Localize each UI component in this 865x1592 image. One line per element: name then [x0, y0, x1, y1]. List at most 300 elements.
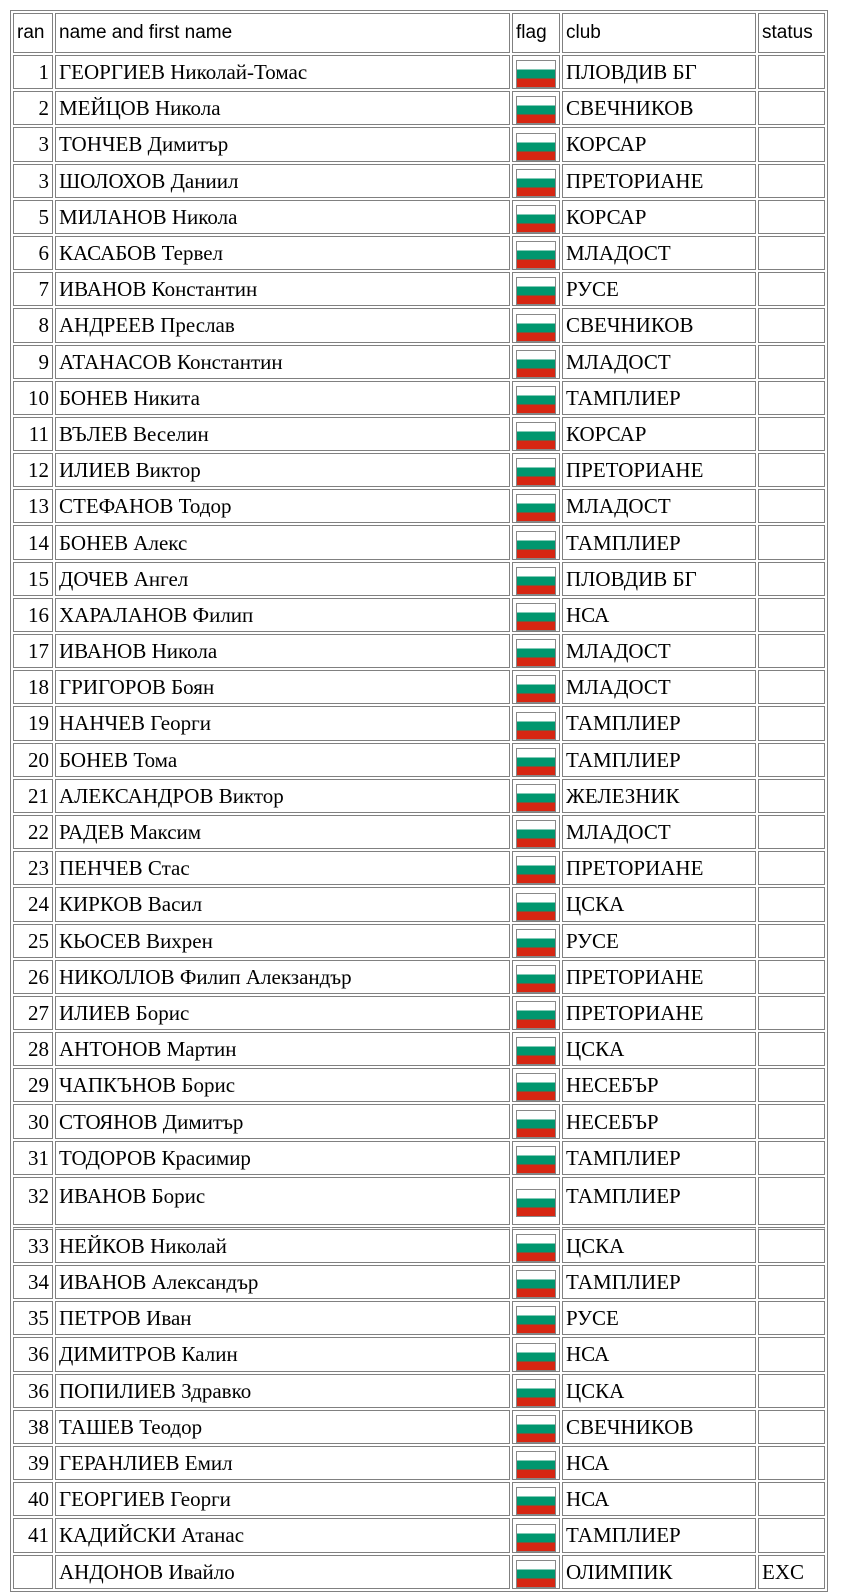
name-cell: СТОЯНОВ Димитър	[55, 1104, 510, 1138]
status-cell	[758, 562, 825, 596]
flag-cell	[512, 996, 560, 1030]
table-row	[13, 91, 825, 125]
rank-cell: 41	[13, 1518, 53, 1552]
header-status: status	[758, 13, 825, 53]
club-cell: ТАМПЛИЕР	[562, 381, 756, 415]
rank-cell: 24	[13, 887, 53, 921]
status-cell	[758, 1177, 825, 1225]
club-cell: ЖЕЛЕЗНИК	[562, 779, 756, 813]
flag-cell	[512, 453, 560, 487]
table-row	[13, 562, 825, 596]
rank-cell: 27	[13, 996, 53, 1030]
bulgaria-flag-icon	[516, 169, 556, 197]
flag-cell	[512, 1068, 560, 1102]
status-cell	[758, 1227, 825, 1263]
header-rank: ran	[13, 13, 53, 53]
status-cell	[758, 1337, 825, 1371]
club-cell: КОРСАР	[562, 200, 756, 234]
table-row	[13, 996, 825, 1030]
rank-cell: 13	[13, 489, 53, 523]
rank-cell: 9	[13, 345, 53, 379]
name-cell: МЕЙЦОВ Никола	[55, 91, 510, 125]
name-cell: ХАРАЛАНОВ Филип	[55, 598, 510, 632]
rank-cell: 29	[13, 1068, 53, 1102]
rank-cell	[13, 1555, 53, 1589]
status-cell	[758, 706, 825, 740]
status-cell: EXC	[758, 1555, 825, 1589]
flag-cell	[512, 200, 560, 234]
rank-cell: 33	[13, 1227, 53, 1263]
name-cell: ИЛИЕВ Борис	[55, 996, 510, 1030]
bulgaria-flag-icon	[516, 603, 556, 631]
flag-cell	[512, 308, 560, 342]
status-cell	[758, 55, 825, 89]
bulgaria-flag-icon	[516, 639, 556, 667]
bulgaria-flag-icon	[516, 1146, 556, 1174]
status-cell	[758, 598, 825, 632]
bulgaria-flag-icon	[516, 1234, 556, 1262]
status-cell	[758, 1141, 825, 1175]
bulgaria-flag-icon	[516, 422, 556, 450]
club-cell: ЦСКА	[562, 1374, 756, 1408]
rank-cell: 18	[13, 670, 53, 704]
name-cell: ПЕНЧЕВ Стас	[55, 851, 510, 885]
table-row	[13, 55, 825, 89]
status-cell	[758, 815, 825, 849]
club-cell: МЛАДОСТ	[562, 236, 756, 270]
status-cell	[758, 634, 825, 668]
club-cell: СВЕЧНИКОВ	[562, 308, 756, 342]
bulgaria-flag-icon	[516, 1451, 556, 1479]
flag-cell	[512, 779, 560, 813]
flag-cell	[512, 1410, 560, 1444]
status-cell	[758, 1410, 825, 1444]
club-cell: ТАМПЛИЕР	[562, 706, 756, 740]
rank-cell: 22	[13, 815, 53, 849]
club-cell: ЦСКА	[562, 1032, 756, 1066]
club-cell: ПРЕТОРИАНЕ	[562, 960, 756, 994]
name-cell: НЕЙКОВ Николай	[55, 1227, 510, 1263]
name-cell: ЧАПКЪНОВ Борис	[55, 1068, 510, 1102]
flag-cell	[512, 1446, 560, 1480]
rank-cell: 34	[13, 1265, 53, 1299]
name-cell: НАНЧЕВ Георги	[55, 706, 510, 740]
table-row	[13, 598, 825, 632]
bulgaria-flag-icon	[516, 1306, 556, 1334]
bulgaria-flag-icon	[516, 893, 556, 921]
bulgaria-flag-icon	[516, 60, 556, 88]
name-cell: ТОНЧЕВ Димитър	[55, 127, 510, 161]
table-row	[13, 381, 825, 415]
table-row	[13, 634, 825, 668]
bulgaria-flag-icon	[516, 1379, 556, 1407]
name-cell: ИВАНОВ Никола	[55, 634, 510, 668]
name-cell: ГЕОРГИЕВ Георги	[55, 1482, 510, 1516]
club-cell: РУСЕ	[562, 924, 756, 958]
flag-cell	[512, 743, 560, 777]
rank-cell: 21	[13, 779, 53, 813]
status-cell	[758, 670, 825, 704]
status-cell	[758, 417, 825, 451]
status-cell	[758, 1301, 825, 1335]
flag-cell	[512, 272, 560, 306]
bulgaria-flag-icon	[516, 494, 556, 522]
name-cell: КАДИЙСКИ Атанас	[55, 1518, 510, 1552]
table-row	[13, 1227, 825, 1263]
bulgaria-flag-icon	[516, 1487, 556, 1515]
status-cell	[758, 924, 825, 958]
bulgaria-flag-icon	[516, 96, 556, 124]
table-row	[13, 1518, 825, 1552]
flag-cell	[512, 1141, 560, 1175]
table-header	[13, 13, 825, 53]
club-cell: ПРЕТОРИАНЕ	[562, 453, 756, 487]
flag-cell	[512, 562, 560, 596]
table-row	[13, 164, 825, 198]
name-cell: АТАНАСОВ Константин	[55, 345, 510, 379]
header-club: club	[562, 13, 756, 53]
club-cell: НЕСЕБЪР	[562, 1068, 756, 1102]
bulgaria-flag-icon	[516, 241, 556, 269]
rank-cell: 32	[13, 1177, 53, 1225]
table-row	[13, 1141, 825, 1175]
club-cell: ПРЕТОРИАНЕ	[562, 164, 756, 198]
bulgaria-flag-icon	[516, 1110, 556, 1138]
status-cell	[758, 1068, 825, 1102]
status-cell	[758, 453, 825, 487]
flag-cell	[512, 1337, 560, 1371]
name-cell: АНДОНОВ Ивайло	[55, 1555, 510, 1589]
results-table-container	[10, 10, 828, 1592]
status-cell	[758, 779, 825, 813]
status-cell	[758, 345, 825, 379]
status-cell	[758, 887, 825, 921]
table-row	[13, 1032, 825, 1066]
flag-cell	[512, 1482, 560, 1516]
status-cell	[758, 489, 825, 523]
club-cell: ТАМПЛИЕР	[562, 743, 756, 777]
flag-cell	[512, 1177, 560, 1225]
table-row	[13, 345, 825, 379]
flag-cell	[512, 489, 560, 523]
status-cell	[758, 308, 825, 342]
name-cell: ШОЛОХОВ Даниил	[55, 164, 510, 198]
rank-cell: 40	[13, 1482, 53, 1516]
table-row	[13, 1177, 825, 1225]
name-cell: МИЛАНОВ Никола	[55, 200, 510, 234]
name-cell: ИВАНОВ Александър	[55, 1265, 510, 1299]
flag-cell	[512, 634, 560, 668]
flag-cell	[512, 1265, 560, 1299]
club-cell: ЦСКА	[562, 1227, 756, 1263]
table-row	[13, 1482, 825, 1516]
name-cell: ДИМИТРОВ Калин	[55, 1337, 510, 1371]
bulgaria-flag-icon	[516, 929, 556, 957]
bulgaria-flag-icon	[516, 784, 556, 812]
flag-cell	[512, 417, 560, 451]
table-row	[13, 453, 825, 487]
flag-cell	[512, 598, 560, 632]
club-cell: ПРЕТОРИАНЕ	[562, 996, 756, 1030]
flag-cell	[512, 1555, 560, 1589]
results-table	[10, 10, 828, 1592]
rank-cell: 19	[13, 706, 53, 740]
club-cell: МЛАДОСТ	[562, 489, 756, 523]
table-row	[13, 670, 825, 704]
bulgaria-flag-icon	[516, 277, 556, 305]
table-row	[13, 1068, 825, 1102]
table-row	[13, 743, 825, 777]
status-cell	[758, 164, 825, 198]
flag-cell	[512, 1301, 560, 1335]
rank-cell: 36	[13, 1374, 53, 1408]
name-cell: ПОПИЛИЕВ Здравко	[55, 1374, 510, 1408]
flag-cell	[512, 887, 560, 921]
club-cell: ОЛИМПИК	[562, 1555, 756, 1589]
rank-cell: 20	[13, 743, 53, 777]
table-row	[13, 417, 825, 451]
club-cell: СВЕЧНИКОВ	[562, 91, 756, 125]
flag-cell	[512, 670, 560, 704]
club-cell: ПЛОВДИВ БГ	[562, 562, 756, 596]
status-cell	[758, 1482, 825, 1516]
rank-cell: 16	[13, 598, 53, 632]
rank-cell: 35	[13, 1301, 53, 1335]
rank-cell: 3	[13, 127, 53, 161]
bulgaria-flag-icon	[516, 1189, 556, 1217]
name-cell: ТОДОРОВ Красимир	[55, 1141, 510, 1175]
club-cell: МЛАДОСТ	[562, 815, 756, 849]
flag-cell	[512, 345, 560, 379]
flag-cell	[512, 815, 560, 849]
table-row	[13, 525, 825, 559]
name-cell: ИЛИЕВ Виктор	[55, 453, 510, 487]
rank-cell: 26	[13, 960, 53, 994]
status-cell	[758, 236, 825, 270]
name-cell: РАДЕВ Максим	[55, 815, 510, 849]
name-cell: ИВАНОВ Борис	[55, 1177, 510, 1225]
name-cell: ДОЧЕВ Ангел	[55, 562, 510, 596]
flag-cell	[512, 1518, 560, 1552]
bulgaria-flag-icon	[516, 748, 556, 776]
flag-cell	[512, 1104, 560, 1138]
bulgaria-flag-icon	[516, 1560, 556, 1588]
name-cell: БОНЕВ Тома	[55, 743, 510, 777]
bulgaria-flag-icon	[516, 712, 556, 740]
bulgaria-flag-icon	[516, 856, 556, 884]
flag-cell	[512, 55, 560, 89]
club-cell: НСА	[562, 598, 756, 632]
rank-cell: 12	[13, 453, 53, 487]
flag-cell	[512, 1374, 560, 1408]
rank-cell: 39	[13, 1446, 53, 1480]
bulgaria-flag-icon	[516, 820, 556, 848]
status-cell	[758, 200, 825, 234]
name-cell: ТАШЕВ Теодор	[55, 1410, 510, 1444]
name-cell: КИРКОВ Васил	[55, 887, 510, 921]
bulgaria-flag-icon	[516, 458, 556, 486]
flag-cell	[512, 1227, 560, 1263]
flag-cell	[512, 851, 560, 885]
name-cell: ВЪЛЕВ Веселин	[55, 417, 510, 451]
table-row	[13, 851, 825, 885]
table-row	[13, 236, 825, 270]
name-cell: СТЕФАНОВ Тодор	[55, 489, 510, 523]
table-row	[13, 1301, 825, 1335]
name-cell: ГРИГОРОВ Боян	[55, 670, 510, 704]
name-cell: АНТОНОВ Мартин	[55, 1032, 510, 1066]
table-row	[13, 272, 825, 306]
table-row	[13, 1410, 825, 1444]
club-cell: ЦСКА	[562, 887, 756, 921]
rank-cell: 11	[13, 417, 53, 451]
table-row	[13, 706, 825, 740]
name-cell: ИВАНОВ Константин	[55, 272, 510, 306]
flag-cell	[512, 1032, 560, 1066]
flag-cell	[512, 924, 560, 958]
flag-cell	[512, 236, 560, 270]
bulgaria-flag-icon	[516, 1415, 556, 1443]
bulgaria-flag-icon	[516, 314, 556, 342]
status-cell	[758, 743, 825, 777]
table-row	[13, 1374, 825, 1408]
table-row	[13, 1104, 825, 1138]
club-cell: НСА	[562, 1337, 756, 1371]
rank-cell: 8	[13, 308, 53, 342]
club-cell: ТАМПЛИЕР	[562, 525, 756, 559]
club-cell: КОРСАР	[562, 127, 756, 161]
flag-cell	[512, 91, 560, 125]
club-cell: ПРЕТОРИАНЕ	[562, 851, 756, 885]
name-cell: АНДРЕЕВ Преслав	[55, 308, 510, 342]
rank-cell: 23	[13, 851, 53, 885]
table-row	[13, 1337, 825, 1371]
status-cell	[758, 127, 825, 161]
bulgaria-flag-icon	[516, 567, 556, 595]
table-body	[13, 55, 825, 1589]
bulgaria-flag-icon	[516, 1037, 556, 1065]
club-cell: ТАМПЛИЕР	[562, 1265, 756, 1299]
table-row	[13, 1555, 825, 1589]
bulgaria-flag-icon	[516, 386, 556, 414]
status-cell	[758, 381, 825, 415]
bulgaria-flag-icon	[516, 1270, 556, 1298]
club-cell: СВЕЧНИКОВ	[562, 1410, 756, 1444]
name-cell: НИКОЛЛОВ Филип Алекзандър	[55, 960, 510, 994]
club-cell: МЛАДОСТ	[562, 670, 756, 704]
table-row	[13, 200, 825, 234]
status-cell	[758, 1032, 825, 1066]
table-row	[13, 1446, 825, 1480]
status-cell	[758, 1446, 825, 1480]
header-name: name and first name	[55, 13, 510, 53]
bulgaria-flag-icon	[516, 133, 556, 161]
bulgaria-flag-icon	[516, 1001, 556, 1029]
status-cell	[758, 525, 825, 559]
status-cell	[758, 851, 825, 885]
rank-cell: 30	[13, 1104, 53, 1138]
bulgaria-flag-icon	[516, 350, 556, 378]
status-cell	[758, 91, 825, 125]
bulgaria-flag-icon	[516, 1073, 556, 1101]
table-row	[13, 887, 825, 921]
table-row	[13, 308, 825, 342]
club-cell: НЕСЕБЪР	[562, 1104, 756, 1138]
header-row	[13, 13, 825, 53]
club-cell: МЛАДОСТ	[562, 345, 756, 379]
club-cell: КОРСАР	[562, 417, 756, 451]
rank-cell: 5	[13, 200, 53, 234]
rank-cell: 2	[13, 91, 53, 125]
club-cell: МЛАДОСТ	[562, 634, 756, 668]
rank-cell: 10	[13, 381, 53, 415]
table-row	[13, 815, 825, 849]
rank-cell: 1	[13, 55, 53, 89]
header-flag: flag	[512, 13, 560, 53]
flag-cell	[512, 706, 560, 740]
flag-cell	[512, 960, 560, 994]
name-cell: КЬОСЕВ Вихрен	[55, 924, 510, 958]
rank-cell: 28	[13, 1032, 53, 1066]
name-cell: КАСАБОВ Тервел	[55, 236, 510, 270]
rank-cell: 14	[13, 525, 53, 559]
status-cell	[758, 996, 825, 1030]
flag-cell	[512, 381, 560, 415]
status-cell	[758, 272, 825, 306]
status-cell	[758, 1265, 825, 1299]
name-cell: ГЕРАНЛИЕВ Емил	[55, 1446, 510, 1480]
rank-cell: 38	[13, 1410, 53, 1444]
rank-cell: 6	[13, 236, 53, 270]
table-row	[13, 489, 825, 523]
bulgaria-flag-icon	[516, 965, 556, 993]
bulgaria-flag-icon	[516, 531, 556, 559]
bulgaria-flag-icon	[516, 205, 556, 233]
table-row	[13, 127, 825, 161]
club-cell: РУСЕ	[562, 272, 756, 306]
club-cell: НСА	[562, 1482, 756, 1516]
table-row	[13, 960, 825, 994]
club-cell: РУСЕ	[562, 1301, 756, 1335]
rank-cell: 36	[13, 1337, 53, 1371]
rank-cell: 25	[13, 924, 53, 958]
bulgaria-flag-icon	[516, 1343, 556, 1371]
name-cell: БОНЕВ Никита	[55, 381, 510, 415]
table-row	[13, 779, 825, 813]
status-cell	[758, 1104, 825, 1138]
status-cell	[758, 1374, 825, 1408]
rank-cell: 31	[13, 1141, 53, 1175]
club-cell: НСА	[562, 1446, 756, 1480]
name-cell: ГЕОРГИЕВ Николай-Томас	[55, 55, 510, 89]
club-cell: ТАМПЛИЕР	[562, 1177, 756, 1225]
table-row	[13, 924, 825, 958]
status-cell	[758, 1518, 825, 1552]
rank-cell: 7	[13, 272, 53, 306]
club-cell: ПЛОВДИВ БГ	[562, 55, 756, 89]
name-cell: БОНЕВ Алекс	[55, 525, 510, 559]
rank-cell: 17	[13, 634, 53, 668]
flag-cell	[512, 525, 560, 559]
table-row	[13, 1265, 825, 1299]
name-cell: АЛЕКСАНДРОВ Виктор	[55, 779, 510, 813]
club-cell: ТАМПЛИЕР	[562, 1518, 756, 1552]
status-cell	[758, 960, 825, 994]
name-cell: ПЕТРОВ Иван	[55, 1301, 510, 1335]
rank-cell: 3	[13, 164, 53, 198]
flag-cell	[512, 127, 560, 161]
club-cell: ТАМПЛИЕР	[562, 1141, 756, 1175]
